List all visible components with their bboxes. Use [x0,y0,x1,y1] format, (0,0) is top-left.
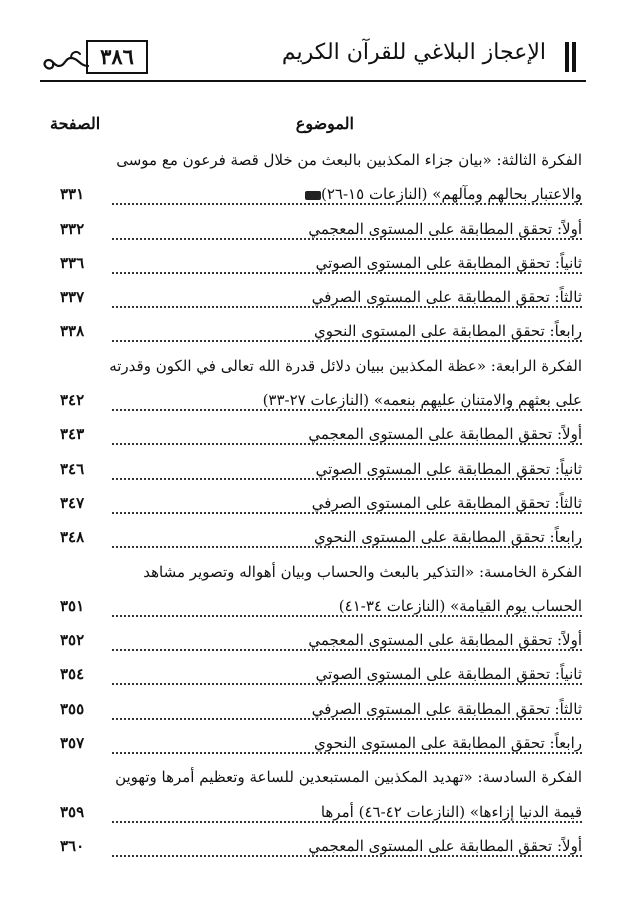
toc-entry [60,695,582,729]
entry-title: ثانياً: تحقق المطابقة على المستوى الصوتي [313,460,582,478]
entry-page-number: ٣٥٧ [60,734,106,752]
entry-title: رابعاً: تحقق المطابقة على المستوى النحوي [311,322,582,340]
table-of-contents [60,146,582,866]
entry-title: ثالثاً: تحقق المطابقة على المستوى الصرفي [309,494,582,512]
toc-entry [60,215,582,249]
toc-entry [60,386,582,420]
honorific-seal-icon [305,191,321,200]
toc-entry [60,798,582,832]
entry-title: ثانياً: تحقق المطابقة على المستوى الصوتي [313,665,582,683]
entry-page-number: ٣٤٣ [60,425,106,443]
column-headings [40,114,586,138]
toc-entry [60,180,582,214]
toc-entry [60,146,582,180]
entry-page-number: ٣٣١ [60,185,106,203]
entry-title: رابعاً: تحقق المطابقة على المستوى النحوي [311,528,582,546]
entry-page-number: ٣٣٢ [60,220,106,238]
dot-leader [112,855,582,857]
entry-title: رابعاً: تحقق المطابقة على المستوى النحوي [311,734,582,752]
book-title: الإعجاز البلاغي للقرآن الكريم [281,40,546,65]
header-double-bar [564,42,576,72]
dot-leader [112,340,582,342]
dot-leader [112,649,582,651]
toc-entry [60,660,582,694]
entry-title: والاعتبار بحالهم ومآلهم» (النازعات ١٥-٢٦) [298,185,582,203]
toc-entry [60,420,582,454]
entry-page-number: ٣٣٦ [60,254,106,272]
toc-entry [60,249,582,283]
toc-entry [60,558,582,592]
toc-entry [60,729,582,763]
entry-page-number: ٣٥٢ [60,631,106,649]
entry-title: قيمة الدنيا إزاءها» (النازعات ٤٢-٤٦) أمرها [318,803,582,821]
dot-leader [112,203,582,205]
dot-leader [112,752,582,754]
dot-leader [112,443,582,445]
dot-leader [112,478,582,480]
entry-title: الحساب يوم القيامة» (النازعات ٣٤-٤١) [336,597,582,615]
entry-page-number: ٣٥٥ [60,700,106,718]
entry-page-number: ٣٣٧ [60,288,106,306]
dot-leader [112,272,582,274]
entry-title: ثالثاً: تحقق المطابقة على المستوى الصرفي [309,700,582,718]
toc-entry [60,455,582,489]
page-number: ٣٨٦ [86,40,148,74]
section-heading-line: الفكرة الرابعة: «عظة المكذبين ببيان دلائل قدرة الله تعالى في الكون وقدرته [60,357,582,375]
dot-leader [112,306,582,308]
dot-leader [112,546,582,548]
dot-leader [112,409,582,411]
entry-page-number: ٣٤٧ [60,494,106,512]
entry-page-number: ٣٦٠ [60,837,106,855]
ornament-icon [40,44,90,74]
entry-title: ثانياً: تحقق المطابقة على المستوى الصوتي [313,254,582,272]
toc-entry [60,352,582,386]
entry-title: على بعثهم والامتنان عليهم بنعمه» (النازعات ٢٧-٣٣) [260,391,582,409]
toc-entry [60,283,582,317]
toc-entry [60,489,582,523]
entry-page-number: ٣٤٦ [60,460,106,478]
section-heading-line: الفكرة السادسة: «تهديد المكذبين المستبعدين للساعة وتعظيم أمرها وتهوين [60,768,582,786]
dot-leader [112,238,582,240]
toc-entry [60,763,582,797]
toc-entry [60,626,582,660]
entry-title: أولاً: تحقق المطابقة على المستوى المعجمي [305,425,582,443]
dot-leader [112,512,582,514]
toc-entry [60,523,582,557]
section-heading-line: الفكرة الخامسة: «التذكير بالبعث والحساب وبيان أهواله وتصوير مشاهد [60,563,582,581]
entry-page-number: ٣٥٩ [60,803,106,821]
entry-title: ثالثاً: تحقق المطابقة على المستوى الصرفي [309,288,582,306]
dot-leader [112,821,582,823]
header-rule [40,80,586,82]
entry-title: أولاً: تحقق المطابقة على المستوى المعجمي [305,631,582,649]
entry-page-number: ٣٤٢ [60,391,106,409]
toc-entry [60,592,582,626]
toc-entry [60,832,582,866]
entry-title: أولاً: تحقق المطابقة على المستوى المعجمي [305,837,582,855]
entry-page-number: ٣٥١ [60,597,106,615]
dot-leader [112,615,582,617]
topic-heading: الموضوع [295,114,354,133]
page-heading: الصفحة [50,114,101,133]
dot-leader [112,718,582,720]
entry-page-number: ٣٣٨ [60,322,106,340]
toc-entry [60,317,582,351]
entry-page-number: ٣٤٨ [60,528,106,546]
entry-title: أولاً: تحقق المطابقة على المستوى المعجمي [305,220,582,238]
running-header [40,36,586,86]
dot-leader [112,683,582,685]
entry-page-number: ٣٥٤ [60,665,106,683]
section-heading-line: الفكرة الثالثة: «بيان جزاء المكذبين بالبعث من خلال قصة فرعون مع موسى [60,151,582,169]
